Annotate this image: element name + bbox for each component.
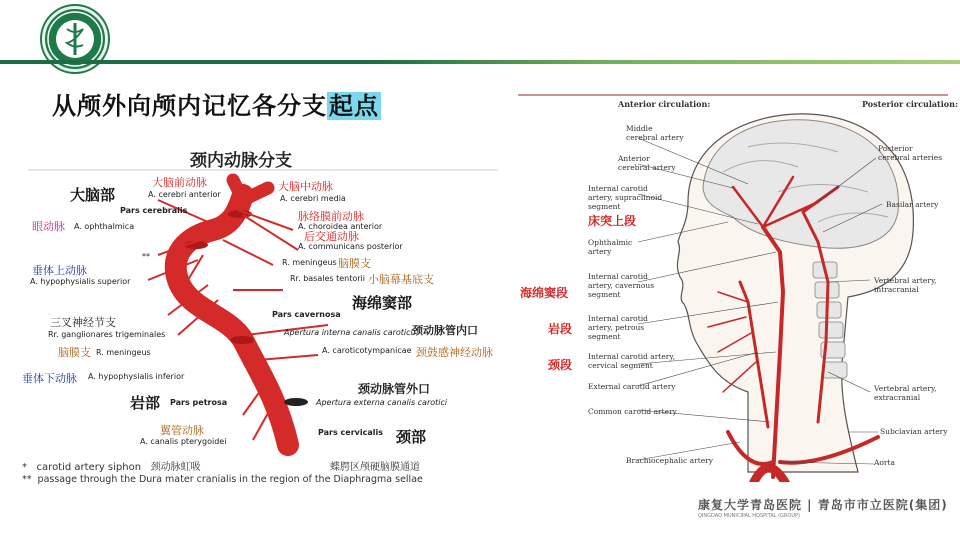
label-meningeus-cn: 脑膜支 <box>338 257 371 270</box>
label-apert-int-en: Apertura interna canalis carotici <box>284 328 413 337</box>
label-ica-cervical: Internal carotid artery, cervical segment <box>588 352 676 370</box>
label-mca-cn: 大脑中动脉 <box>278 180 333 193</box>
label-inf-hyp-cn: 垂体下动脉 <box>22 372 77 385</box>
label-pcomm-cn: 后交通动脉 <box>304 230 359 243</box>
label-sup-hyp-en: A. hypophysialis superior <box>30 277 131 286</box>
label-pars-cavernosa: Pars cavernosa <box>272 310 341 319</box>
label-pteryg-en: A. canalis pterygoidei <box>140 437 227 446</box>
label-cn-yan: 岩段 <box>548 322 573 336</box>
footnote-1: * carotid artery siphon 颈动脉虹吸 <box>22 462 201 473</box>
label-aca-cn: 大脑前动脉 <box>152 176 207 189</box>
label-pars-cervicalis: Pars cervicalis <box>318 428 383 437</box>
label-trigem-cn: 三叉神经节支 <box>50 316 116 329</box>
label-apert-ext-cn: 颈动脉管外口 <box>358 382 431 396</box>
label-cavern-cn: 海绵窦部 <box>352 294 413 312</box>
label-apert-int-cn: 颈动脉管内口 <box>412 324 478 337</box>
footnote-2: ** passage through the Dura mater cranialis in the region of the Diaphragma sellae <box>22 474 423 485</box>
label-choroid-cn: 脉络膜前动脉 <box>298 210 364 223</box>
label-basilar: Basilar artery <box>886 200 939 209</box>
ica-branches-diagram <box>18 140 510 490</box>
footnote-1-cn2: 蝶腭区颅硬脑膜通道 <box>330 462 420 473</box>
label-ophthalmic: Ophthalmic artery <box>588 238 633 256</box>
label-ophth-en: A. ophthalmica <box>74 222 135 231</box>
label-vertebral-extracranial: Vertebral artery, extracranial <box>874 384 937 402</box>
label-anterior-cerebral: Anterior cerebral artery <box>618 154 676 172</box>
header-bar-gradient <box>370 60 960 64</box>
label-mening2-en: R. meningeus <box>96 348 151 357</box>
diagram-title: 颈内动脉分支 <box>190 151 292 171</box>
label-apert-ext-en: Apertura externa canalis carotici <box>316 398 448 407</box>
label-external-carotid: External carotid artery <box>588 382 676 391</box>
footer-subtitle: QINGDAO MUNICIPAL HOSPITAL (GROUP) <box>698 513 800 519</box>
cerebral-circulation-diagram <box>518 92 958 482</box>
label-ica-cavernous: Internal carotid artery, cavernous segment <box>588 272 655 299</box>
slide-title: 从颅外向颅内记忆各分支起点 <box>52 92 379 120</box>
label-cn-haimian: 海绵窦段 <box>520 286 569 300</box>
label-ica-petrous: Internal carotid artery, petrous segment <box>588 314 648 341</box>
label-ophth-cn: 眼动脉 <box>32 220 65 233</box>
label-common-carotid: Common carotid artery <box>588 407 677 416</box>
label-vertebral-intracranial: Vertebral artery, intracranial <box>874 276 937 294</box>
label-posterior-cerebral: Posterior cerebral arteries <box>878 144 943 162</box>
label-brachiocephalic: Brachiocephalic artery <box>626 456 713 465</box>
label-pars-cerebralis: Pars cerebralis <box>120 206 188 215</box>
label-tentorii-en: Rr. basales tentorii <box>290 274 365 283</box>
label-ica-supraclinoid: Internal carotid artery, supraclinoid segment <box>588 184 663 211</box>
label-subclavian: Subclavian artery <box>880 427 948 436</box>
label-pcomm-en: A. communicans posterior <box>298 242 403 251</box>
label-cn-jing: 颈段 <box>548 358 573 372</box>
title-highlight: 起点 <box>329 92 379 120</box>
label-jingbu: 颈部 <box>396 428 427 446</box>
label-double-star: ** <box>142 252 150 261</box>
label-cn-chuangtu: 床突上段 <box>588 214 637 228</box>
label-mening2-cn: 脑膜支 <box>58 346 91 359</box>
label-pteryg-cn: 翼管动脉 <box>160 424 204 437</box>
anterior-header: Anterior circulation: <box>618 99 711 109</box>
label-meningeus-en: R. meningeus <box>282 258 337 267</box>
label-caroticotymp-en: A. caroticotympanicae <box>322 346 412 355</box>
label-sup-hyp-cn: 垂体上动脉 <box>32 264 87 277</box>
label-choroid-en: A. choroidea anterior <box>298 222 383 231</box>
label-inf-hyp-en: A. hypophysialis inferior <box>88 372 185 381</box>
footer-brand: 康复大学青岛医院 | 青岛市市立医院(集团) <box>698 498 948 512</box>
label-mca-en: A. cerebri media <box>280 194 346 203</box>
label-naobu: 大脑部 <box>70 186 116 204</box>
label-middle-cerebral: Middle cerebral artery <box>626 124 684 142</box>
label-aorta: Aorta <box>874 458 896 467</box>
label-aca-en: A. cerebri anterior <box>148 190 221 199</box>
label-tentorii-cn: 小脑幕基底支 <box>368 273 434 286</box>
label-caroticotymp-cn: 颈鼓感神经动脉 <box>416 346 493 359</box>
label-pars-petrosa: Pars petrosa <box>170 398 228 407</box>
posterior-header: Posterior circulation: <box>862 99 958 109</box>
label-trigem-en: Rr. ganglionares trigeminales <box>48 330 166 339</box>
label-yanbu: 岩部 <box>130 394 161 412</box>
